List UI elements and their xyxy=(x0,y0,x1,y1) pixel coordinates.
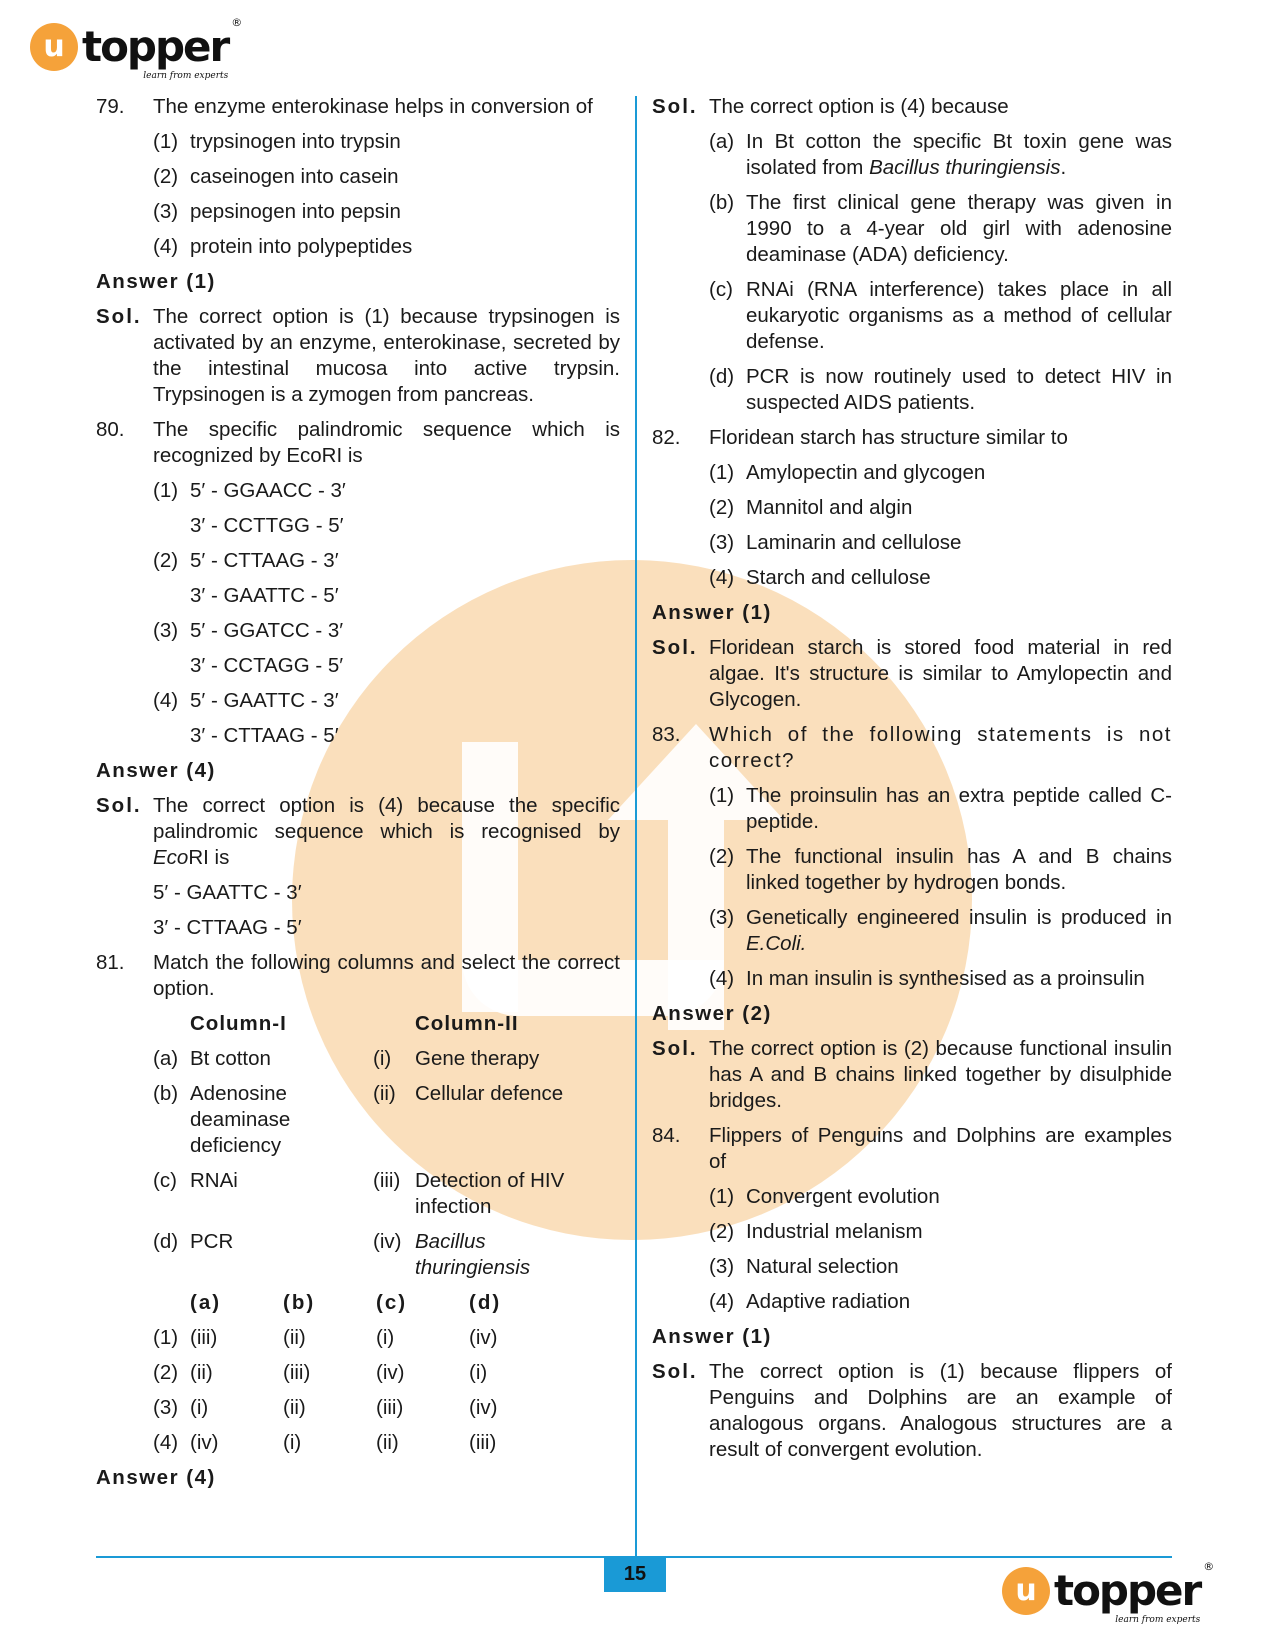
option xyxy=(153,618,620,644)
option xyxy=(153,129,620,155)
option-text: protein into polypeptides xyxy=(190,235,413,258)
option-text: trypsinogen into trypsin xyxy=(190,130,401,153)
match-row: (a) Bt cotton (i) Gene therapy xyxy=(153,1047,540,1070)
solution-point: (c) RNAi (RNA interference) takes place in all eukaryotic organisms as a method of cellular defense. xyxy=(709,278,1172,353)
option xyxy=(153,199,620,225)
option: (3) Genetically engineered insulin is produced in E.Coli. xyxy=(709,906,1172,955)
grid-row: (1) (iii) (ii) (i) (iv) xyxy=(153,1326,498,1349)
logo-tagline: learn from experts xyxy=(1115,1615,1201,1625)
option: (3) Laminarin and cellulose xyxy=(709,531,962,554)
option: (2) The functional insulin has A and B chains linked together by hydrogen bonds. xyxy=(709,845,1172,894)
option: (4) In man insulin is synthesised as a proinsulin xyxy=(709,967,1145,990)
option-number: (3) xyxy=(153,200,179,223)
solution xyxy=(652,635,1172,713)
solution-sequence: 5′ - GAATTC - 3′ xyxy=(153,881,302,904)
answer: Answer (2) xyxy=(652,1002,772,1025)
option xyxy=(153,688,620,714)
option-number: (1) xyxy=(153,479,179,502)
grid-row: (4) (iv) (i) (ii) (iii) xyxy=(153,1431,497,1454)
option-number: (3) xyxy=(153,619,179,642)
option-text: 5′ - GGATCC - 3′ xyxy=(190,619,344,642)
option: (2) Mannitol and algin xyxy=(709,496,913,519)
solution-label: Sol. xyxy=(96,305,142,328)
column-2-header: Column-II xyxy=(415,1012,519,1035)
question-text: The enzyme enterokinase helps in conversion of xyxy=(153,95,593,118)
solution xyxy=(652,1036,1172,1114)
option-text-line2: 3′ - CCTAGG - 5′ xyxy=(190,654,344,677)
option-number: (4) xyxy=(153,235,179,258)
solution-text: The correct option is (1) because flippers of Penguins and Dolphins are an example of analogous organs. Analogous structures are a result of convergent evolution. xyxy=(709,1360,1172,1461)
question-83 xyxy=(652,722,1172,774)
solution-label: Sol. xyxy=(96,794,142,817)
question-number: 82. xyxy=(652,426,681,449)
left-column xyxy=(96,94,620,1500)
registered-mark: ® xyxy=(231,16,243,29)
registered-mark: ® xyxy=(1203,1560,1215,1573)
answer: Answer (1) xyxy=(652,601,772,624)
option: (1) The proinsulin has an extra peptide called C-peptide. xyxy=(709,784,1172,833)
option-text-line2: 3′ - CCTTGG - 5′ xyxy=(190,514,344,537)
match-row: (c) RNAi (iii) Detection of HIV infection xyxy=(153,1169,565,1218)
answer: Answer (4) xyxy=(96,1466,216,1489)
solution xyxy=(96,304,620,408)
question-text: Match the following columns and select the correct option. xyxy=(153,951,620,1000)
question-number: 84. xyxy=(652,1124,681,1147)
option-number: (1) xyxy=(153,130,179,153)
question-text: Which of the following statements is not correct? xyxy=(709,723,1172,772)
answer: Answer (1) xyxy=(652,1325,772,1348)
question-text: The specific palindromic sequence which is recognized by EcoRI is xyxy=(153,418,620,467)
option: (1) Convergent evolution xyxy=(709,1185,940,1208)
question-79 xyxy=(96,94,620,120)
page-number: 15 xyxy=(604,1556,666,1592)
column-divider xyxy=(635,96,637,1564)
column-1-header: Column-I xyxy=(190,1012,287,1035)
solution-text: The correct option is (4) because the specific palindromic sequence which is recognised by EcoRI is xyxy=(153,794,620,869)
footer-logo xyxy=(1002,1560,1215,1625)
option-text: 5′ - GAATTC - 3′ xyxy=(190,689,339,712)
option-text: 5′ - GGAACC - 3′ xyxy=(190,479,346,502)
option-text: pepsinogen into pepsin xyxy=(190,200,401,223)
option: (4) Adaptive radiation xyxy=(709,1290,911,1313)
grid-row: (3) (i) (ii) (iii) (iv) xyxy=(153,1396,498,1419)
question-80 xyxy=(96,417,620,469)
solution-text: The correct option is (4) because xyxy=(709,95,1009,118)
question-text: Flippers of Penguins and Dolphins are examples of xyxy=(709,1124,1172,1173)
option-text-line2: 3′ - GAATTC - 5′ xyxy=(190,584,339,607)
solution-label: Sol. xyxy=(652,95,698,118)
solution-point: (b) The first clinical gene therapy was given in 1990 to a 4-year old girl with adenosine deaminase (ADA) deficiency. xyxy=(709,191,1172,266)
grid-row: (2) (ii) (iii) (iv) (i) xyxy=(153,1361,488,1384)
question-82 xyxy=(652,425,1172,451)
option: (3) Natural selection xyxy=(709,1255,899,1278)
logo-wordmark: topper ® learn from experts xyxy=(82,16,243,81)
solution-point: (a) In Bt cotton the specific Bt toxin gene was isolated from Bacillus thuringiensis. xyxy=(709,130,1172,179)
option-number: (2) xyxy=(153,549,179,572)
option-text-line2: 3′ - CTTAAG - 5′ xyxy=(190,724,339,747)
logo-tagline: learn from experts xyxy=(143,71,229,81)
solution-text: The correct option is (1) because trypsinogen is activated by an enzyme, enterokinase, secreted by the intestinal mucosa into active trypsin. Trypsinogen is a zymogen from pancreas. xyxy=(153,305,620,406)
header-logo xyxy=(30,16,243,81)
question-number: 80. xyxy=(96,418,125,441)
logo-mark-icon: u xyxy=(30,23,78,71)
question-number: 83. xyxy=(652,723,681,746)
option xyxy=(153,478,620,504)
right-column xyxy=(652,94,1172,1472)
option: (2) Industrial melanism xyxy=(709,1220,923,1243)
solution-sequence: 3′ - CTTAAG - 5′ xyxy=(153,916,302,939)
answer: Answer (1) xyxy=(96,270,216,293)
solution-point: (d) PCR is now routinely used to detect HIV in suspected AIDS patients. xyxy=(709,365,1172,414)
solution-text: Floridean starch is stored food material in red algae. It's structure is similar to Amylopectin and Glycogen. xyxy=(709,636,1172,711)
question-84 xyxy=(652,1123,1172,1175)
option-number: (2) xyxy=(153,165,179,188)
solution xyxy=(652,1359,1172,1463)
logo-mark-icon: u xyxy=(1002,1567,1050,1615)
question-number: 79. xyxy=(96,95,125,118)
question-text: Floridean starch has structure similar to xyxy=(709,426,1068,449)
logo-wordmark: topper ® learn from experts xyxy=(1054,1560,1215,1625)
option: (1) Amylopectin and glycogen xyxy=(709,461,986,484)
option xyxy=(153,164,620,190)
option-number: (4) xyxy=(153,689,179,712)
option-text: 5′ - CTTAAG - 3′ xyxy=(190,549,339,572)
solution-label: Sol. xyxy=(652,636,698,659)
question-number: 81. xyxy=(96,951,125,974)
solution xyxy=(652,94,1172,120)
solution-label: Sol. xyxy=(652,1037,698,1060)
answer: Answer (4) xyxy=(96,759,216,782)
option xyxy=(153,234,620,260)
match-row: (b) Adenosine deaminase deficiency (ii) Cellular defence xyxy=(153,1082,564,1157)
solution-text: The correct option is (2) because functional insulin has A and B chains linked together by disulphide bridges. xyxy=(709,1037,1172,1112)
match-table xyxy=(153,1011,620,1281)
solution xyxy=(96,793,620,871)
option xyxy=(153,548,620,574)
option: (4) Starch and cellulose xyxy=(709,566,931,589)
answer-grid: (a) (b) (c) (d) (1) (iii) (ii) (i) (iv) (2) (ii) (iii) (iv) (i) (3) (i) (ii) (iii) (iv) (4) (iv) (i) (ii) (iii) xyxy=(153,1290,620,1456)
question-81 xyxy=(96,950,620,1002)
solution-label: Sol. xyxy=(652,1360,698,1383)
match-row: (d) PCR (iv) Bacillus thuringiensis xyxy=(153,1230,531,1279)
option-text: caseinogen into casein xyxy=(190,165,399,188)
